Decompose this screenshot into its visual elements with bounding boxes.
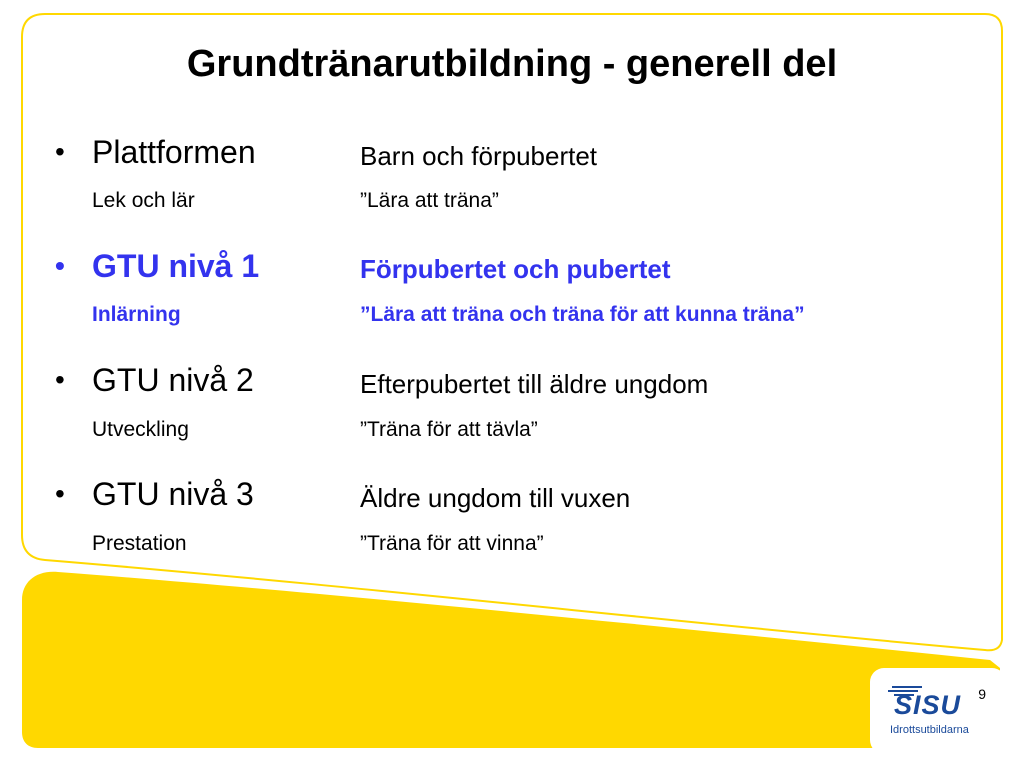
item-phase: Prestation	[92, 532, 187, 555]
item-phase: Utveckling	[92, 418, 189, 441]
item-phase: Inlärning	[92, 303, 181, 326]
item-label: GTU nivå 1	[92, 248, 260, 284]
bullet: •	[55, 478, 65, 509]
item-phase: Lek och lär	[92, 189, 195, 212]
page-number: 9	[978, 686, 986, 702]
item-age: Barn och förpubertet	[360, 141, 598, 171]
item-label: Plattformen	[92, 134, 256, 170]
item-label: GTU nivå 3	[92, 476, 254, 512]
item-motto: ”Träna för att vinna”	[360, 532, 544, 555]
item-age: Äldre ungdom till vuxen	[360, 483, 631, 513]
item-label: GTU nivå 2	[92, 362, 254, 398]
logo-wordmark: SISU	[894, 690, 962, 720]
bullet: •	[55, 250, 65, 281]
sisu-logo	[886, 684, 996, 740]
bullet: •	[55, 136, 65, 167]
bullet: •	[55, 364, 65, 395]
item-motto: ”Lära att träna och träna för att kunna träna”	[360, 303, 805, 326]
item-age: Förpubertet och pubertet	[360, 254, 671, 284]
item-age: Efterpubertet till äldre ungdom	[360, 369, 709, 399]
logo-subtitle: Idrottsutbildarna	[890, 724, 969, 736]
item-motto: ”Träna för att tävla”	[360, 418, 538, 441]
item-motto: ”Lära att träna”	[360, 189, 499, 212]
slide-title: Grundtränarutbildning - generell del	[186, 43, 838, 85]
